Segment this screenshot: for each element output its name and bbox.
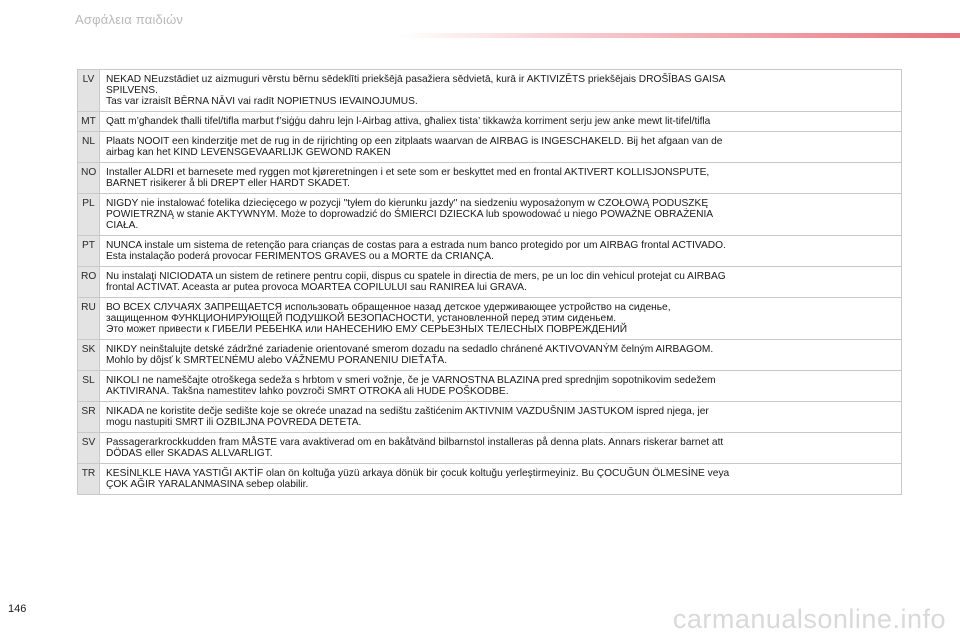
table-row: [78, 340, 902, 371]
warning-text-line: frontal ACTIVAT. Aceasta ar putea provoca MOARTEA COPILULUI sau RANIREA lui GRAVA.: [106, 282, 527, 293]
warning-text-line: ÇOK AĞIR YARALANMASINA sebep olabilir.: [106, 479, 309, 490]
warning-text: [100, 194, 902, 236]
language-code: NO: [78, 163, 100, 194]
warning-text: [100, 132, 902, 163]
warning-text: [100, 112, 902, 132]
warning-text: [100, 163, 902, 194]
language-code: SK: [78, 340, 100, 371]
warning-text-line: airbag kan het KIND LEVENSGEVAARLIJK GEWOND RAKEN: [106, 147, 391, 158]
warning-text: [100, 70, 902, 112]
warning-text-line: Passagerarkrockkudden fram MÅSTE vara avaktiverad om en bakåtvänd bilbarnstol installeras på denna plats. Annars riskerar barnet att: [106, 437, 724, 448]
warning-text: [100, 464, 902, 495]
table-row: [78, 298, 902, 340]
warning-text-line: Installer ALDRI et barnesete med ryggen mot kjøreretningen i et sete som er beskyttet med en frontal AKTIVERT KOLLISJONSPUTE,: [106, 167, 710, 178]
table-row: [78, 70, 902, 112]
header-accent-bar: [400, 33, 960, 38]
warning-text-line: NIGDY nie instalować fotelika dziecięcego w pozycji "tyłem do kierunku jazdy" na siedzeniu wyposażonym w CZOŁOWĄ PODUSZKĘ: [106, 198, 709, 209]
warning-text: [100, 298, 902, 340]
table-row: [78, 371, 902, 402]
table-row: [78, 132, 902, 163]
table-row: [78, 163, 902, 194]
table-row: [78, 236, 902, 267]
warning-text-line: ВО ВСЕХ СЛУЧАЯХ ЗАПРЕЩАЕТСЯ использовать обращенное назад детское удерживающее устройство на сиденье,: [106, 302, 671, 313]
warning-text-line: DÖDAS eller SKADAS ALLVARLIGT.: [106, 448, 273, 459]
airbag-warning-table: [77, 69, 902, 495]
warning-text-line: KESİNLKLE HAVA YASTIĞI AKTİF olan ön koltuğa yüzü arkaya dönük bir çocuk koltuğu yerleştirmeyiniz. Bu ÇOCUĞUN ÖLMESİNE veya: [106, 468, 730, 479]
warning-text: [100, 340, 902, 371]
warning-text: [100, 267, 902, 298]
language-code: SL: [78, 371, 100, 402]
warning-text-line: mogu nastupiti SMRT ili OZBILJNA POVREDA DETETA.: [106, 417, 362, 428]
warning-text-line: AKTIVIRANA. Takšna namestitev lahko povzroči SMRT OTROKA ali HUDE POŠKODBE.: [106, 386, 509, 397]
warning-text-line: Plaats NOOIT een kinderzitje met de rug in de rijrichting op een zitplaats waarvan de AIRBAG is INGESCHAKELD. Bij het afgaan van de: [106, 136, 723, 147]
table-row: [78, 112, 902, 132]
warning-text-line: Esta instalação poderá provocar FERIMENTOS GRAVES ou a MORTE da CRIANÇA.: [106, 251, 494, 262]
language-code: RO: [78, 267, 100, 298]
watermark-text: carmanualsonline.info: [672, 604, 946, 634]
warning-text-line: NIKDY neinštalujte detské zádržné zariadenie orientované smerom dozadu na sedadlo chránené AKTIVOVANÝM čelným AIRBAGOM.: [106, 344, 714, 355]
language-code: SV: [78, 433, 100, 464]
language-code: SR: [78, 402, 100, 433]
table-row: [78, 433, 902, 464]
page-number: 146: [8, 603, 27, 615]
warning-text-line: Nu instalaţi NICIODATA un sistem de retinere pentru copii, dispus cu spatele in directia de mers, pe un loc din vehicul protejat cu AIRBAG: [106, 271, 726, 282]
warning-text-line: защищенном ФУНКЦИОНИРУЮЩЕЙ ПОДУШКОЙ БЕЗОПАСНОСТИ, установленной перед этим сиденьем.: [106, 313, 617, 324]
language-code: LV: [78, 70, 100, 112]
language-code: RU: [78, 298, 100, 340]
warning-text-line: NIKOLI ne nameščajte otroškega sedeža s hrbtom v smeri vožnje, če je VARNOSTNA BLAZINA pred sprednjim sopotnikovim sedežem: [106, 375, 716, 386]
language-code: TR: [78, 464, 100, 495]
language-code: MT: [78, 112, 100, 132]
warning-table-body: [78, 70, 902, 495]
warning-text-line: NEKAD NEuzstādiet uz aizmuguri vērstu bērnu sēdeklīti priekšējā pasažiera sēdvietā, kurā ir AKTIVIZĒTS priekšējais DROŠĪBAS GAISA: [106, 74, 726, 85]
warning-text-line: Mohlo by dôjsť k SMRTEĽNÉMU alebo VÁŽNEMU PORANENIU DIEŤAŤA.: [106, 355, 448, 366]
warning-text-line: POWIETRZNĄ w stanie AKTYWNYM. Może to doprowadzić do ŚMIERCI DZIECKA lub spowodować u niego POWAŻNE OBRAŻENIA: [106, 209, 714, 220]
warning-text-line: Tas var izraisīt BĒRNA NĀVI vai radīt NOPIETNUS IEVAINOJUMUS.: [106, 96, 418, 107]
warning-text: [100, 371, 902, 402]
warning-text: [100, 402, 902, 433]
warning-text: [100, 236, 902, 267]
warning-text-line: SPILVENS.: [106, 85, 158, 96]
table-row: [78, 194, 902, 236]
table-row: [78, 267, 902, 298]
warning-text-line: NIKADA ne koristite dečje sedište koje se okreće unazad na sedištu zaštićenim AKTIVNIM VAZDUŠNIM JASTUKOM ispred njega, jer: [106, 406, 709, 417]
warning-text-line: NUNCA instale um sistema de retenção para crianças de costas para a estrada num banco protegido por um AIRBAG frontal ACTIVADO.: [106, 240, 726, 251]
warning-text-line: CIAŁA.: [106, 220, 139, 231]
page-header-title: Ασφάλεια παιδιών: [75, 12, 184, 27]
warning-text: [100, 433, 902, 464]
language-code: PL: [78, 194, 100, 236]
language-code: PT: [78, 236, 100, 267]
table-row: [78, 402, 902, 433]
warning-text-line: Qatt m’għandek tħalli tifel/tifla marbut f’siġġu dahru lejn l-Airbag attiva, għaliex tista’ tikkawża korriment serju jew anke mewt lit-tifel/tifla: [106, 116, 711, 127]
table-row: [78, 464, 902, 495]
warning-text-line: BARNET risikerer å bli DREPT eller HARDT SKADET.: [106, 178, 350, 189]
warning-text-line: Это может привести к ГИБЕЛИ РЕБЕНКА или НАНЕСЕНИЮ ЕМУ СЕРЬЕЗНЫХ ТЕЛЕСНЫХ ПОВРЕЖДЕНИЙ: [106, 324, 628, 335]
language-code: NL: [78, 132, 100, 163]
